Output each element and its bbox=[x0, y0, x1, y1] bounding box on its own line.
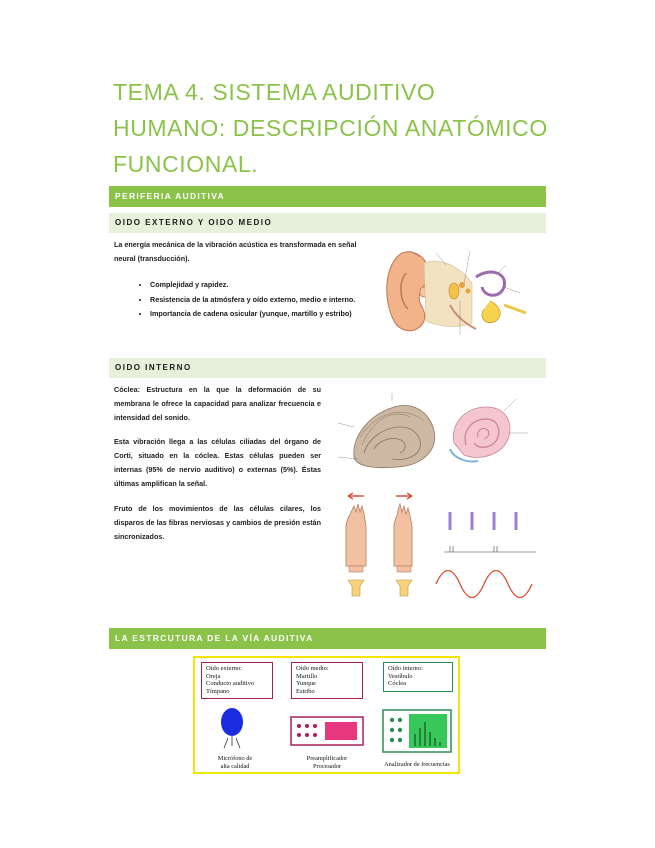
section-periferia: PERIFERIA AUDITIVA bbox=[109, 186, 546, 207]
interno-paragraph-1: Cóclea: Estructura en la que la deformación de su membrana le ofrece la capacidad para analizar frecuencia e intensidad del sonido. bbox=[114, 385, 321, 422]
label-line: Analizador de frecuencias bbox=[384, 761, 450, 768]
box-line: Oído interno: bbox=[388, 665, 423, 672]
label-preamplificador bbox=[287, 755, 367, 770]
box-line: Yunque bbox=[296, 680, 316, 688]
auditory-pathway-diagram bbox=[193, 656, 460, 774]
box-oido-medio bbox=[291, 662, 363, 699]
box-line: Vestíbulo bbox=[388, 672, 413, 680]
subsection-interno: OIDO INTERNO bbox=[109, 358, 546, 378]
interno-paragraph-3: Fruto de los movimientos de las células cilares, los disparos de las fibras nerviosas y cambios de presión están sincronizados. bbox=[114, 504, 321, 541]
box-line: Tímpano bbox=[206, 687, 230, 695]
box-line: Oreja bbox=[206, 672, 221, 680]
section-via-auditiva: LA ESTRCUTURA DE LA VÍA AUDITIVA bbox=[109, 628, 546, 649]
box-oido-externo bbox=[201, 662, 273, 699]
externo-intro: La energía mecánica de la vibración acústica es transformada en señal neural (transducción). bbox=[114, 240, 357, 263]
hair-cells-figure bbox=[336, 486, 544, 601]
label-line: Micrófono de bbox=[217, 755, 253, 762]
bullet-item: • Importancia de cadena osicular (yunque, martillo y estribo) bbox=[150, 307, 390, 322]
box-line: Conducto auditivo bbox=[206, 680, 255, 688]
pathway-device-drawings bbox=[195, 702, 458, 758]
label-analizador bbox=[375, 761, 459, 769]
interno-paragraph-2: Esta vibración llega a las células ciliadas del órgano de Corti, situado en la cóclea. Estas células pueden ser internas (95% de nervio auditivo) o externas (5%). Éstas últimas amplifican la señal. bbox=[114, 437, 321, 488]
box-line: Estribo bbox=[296, 687, 315, 695]
page-title: TEMA 4. SISTEMA AUDITIVO HUMANO: DESCRIPCIÓN ANATÓMICO FUNCIONAL. bbox=[113, 79, 548, 177]
box-oido-interno bbox=[383, 662, 453, 692]
ear-anatomy-figure bbox=[380, 243, 540, 343]
box-line: Martillo bbox=[296, 672, 318, 680]
label-line: alta calidad bbox=[220, 762, 250, 770]
box-line: Oído medio: bbox=[296, 665, 329, 672]
box-line: Cóclea bbox=[388, 680, 407, 688]
bullet-item: • Complejidad y rapidez. bbox=[150, 278, 390, 293]
label-microfono bbox=[205, 755, 265, 770]
externo-bullets bbox=[128, 278, 390, 322]
subsection-externo-medio: OIDO EXTERNO Y OIDO MEDIO bbox=[109, 213, 546, 233]
label-line: Preamplificador bbox=[306, 755, 348, 762]
box-line: Oído externo: bbox=[206, 665, 242, 672]
cochlea-figure bbox=[334, 387, 544, 477]
label-line: Procesador bbox=[313, 762, 341, 770]
bullet-item: • Resistencia de la atmósfera y oído externo, medio e interno. bbox=[150, 293, 390, 308]
